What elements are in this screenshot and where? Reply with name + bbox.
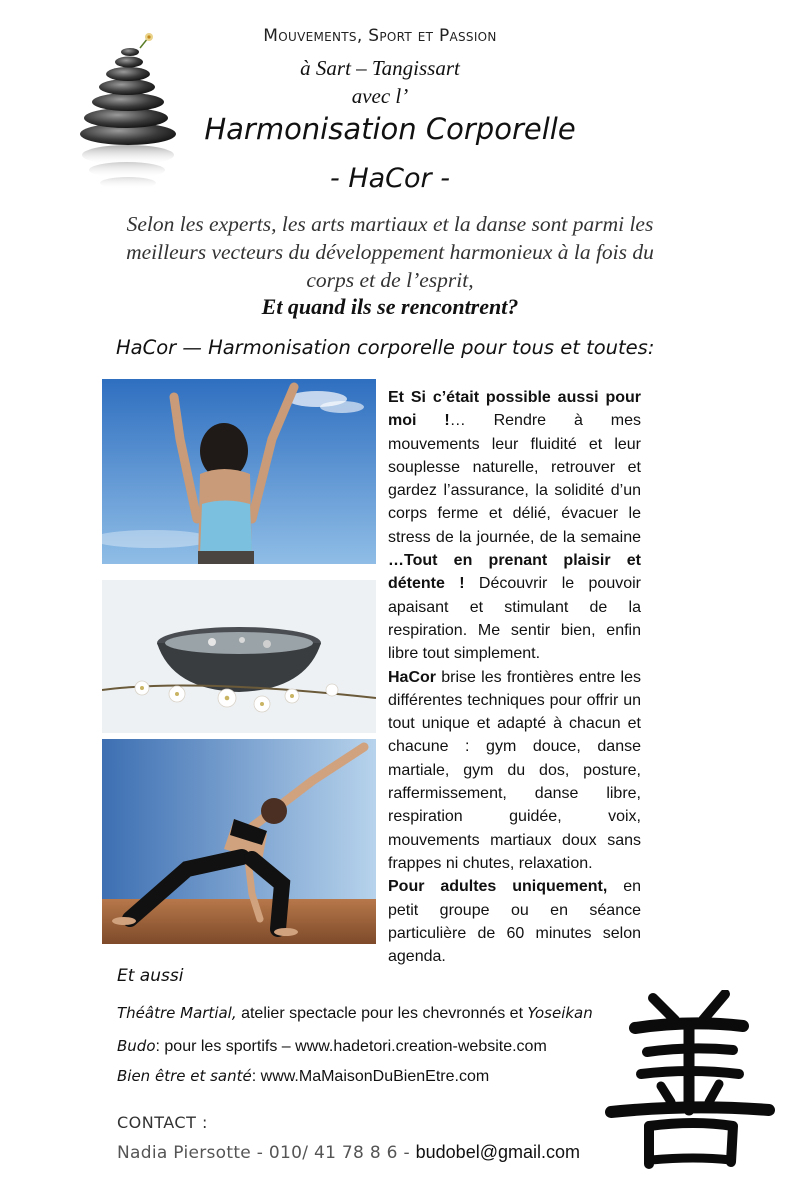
photo-woman-yoga-pose xyxy=(102,739,376,944)
contact-line xyxy=(117,1142,580,1163)
also-line1-text: atelier spectacle pour les chevronnés et xyxy=(236,1005,528,1022)
also-line-theatre xyxy=(117,1004,593,1023)
page-title: Harmonisation Corporelle xyxy=(204,112,576,146)
contact-label: CONTACT : xyxy=(117,1113,208,1132)
also-line3-script: Bien être et santé xyxy=(117,1067,252,1085)
also-line-bien-etre xyxy=(117,1067,489,1086)
body-p1-bold2: …Tout en prenant plaisir et détente ! xyxy=(388,552,641,593)
kanji-zen-icon xyxy=(605,990,775,1170)
also-line1-script2: Yoseikan xyxy=(527,1004,593,1022)
header-line-2: à Sart – Tangissart xyxy=(300,56,460,80)
photo-woman-sky xyxy=(102,379,376,564)
also-heading: Et aussi xyxy=(117,966,184,986)
body-p1-text2: Découvrir le pouvoir apaisant et stimulant de la respiration. Me sentir bien, enfin libre tout simplement. xyxy=(388,575,641,663)
body-p2-bold: HaCor xyxy=(388,668,437,686)
intro-question: Et quand ils se rencontrent? xyxy=(261,294,519,319)
description-text xyxy=(388,386,641,968)
section-heading: HaCor — Harmonisation corporelle pour tous et toutes: xyxy=(116,336,655,359)
photo-zen-bowl xyxy=(102,580,376,733)
also-line2-text[interactable]: : pour les sportifs – www.hadetori.creation-website.com xyxy=(155,1038,547,1055)
header-line-1: Mouvements, Sport et Passion xyxy=(263,26,497,46)
contact-email-link[interactable]: budobel@gmail.com xyxy=(415,1142,580,1162)
body-p3-bold: Pour adultes uniquement, xyxy=(388,878,608,896)
contact-name-phone: Nadia Piersotte - 010/ 41 78 8 6 - xyxy=(117,1143,416,1163)
also-line2-script: Budo xyxy=(117,1037,156,1055)
body-p1-text: … Rendre à mes mouvements leur fluidité et leur souplesse naturelle, retrouver et gardez l’assurance, la solidité d’un corps ferme et délié, évacuer le stress de la journée, de la semaine xyxy=(388,412,642,546)
body-p1-bold: Et Si c’était possible aussi pour moi ! xyxy=(388,389,641,430)
also-line-budo xyxy=(117,1037,547,1056)
also-line3-text[interactable]: : www.MaMaisonDuBienEtre.com xyxy=(251,1068,490,1085)
body-p3-text: en petit groupe ou en séance particulière de 60 minutes selon agenda. xyxy=(388,878,641,966)
header-line-3: avec l’ xyxy=(351,84,409,108)
intro-text: Selon les experts, les arts martiaux et la danse sont parmi les meilleurs vecteurs du développement harmonieux à la fois du corps et de l’esprit, xyxy=(126,212,654,292)
page-subtitle: - HaCor - xyxy=(330,163,450,194)
also-line1-script: Théâtre Martial, xyxy=(117,1004,237,1022)
body-p2-text: brise les frontières entre les différentes techniques pour offrir un tout unique et adapté à chacun et chacune : gym douce, danse martiale, gym du dos, posture, raffermissement, danse libre, respiration guidée, voix, mouvements martiaux doux sans frappes ni chutes, relaxation. xyxy=(388,668,641,872)
